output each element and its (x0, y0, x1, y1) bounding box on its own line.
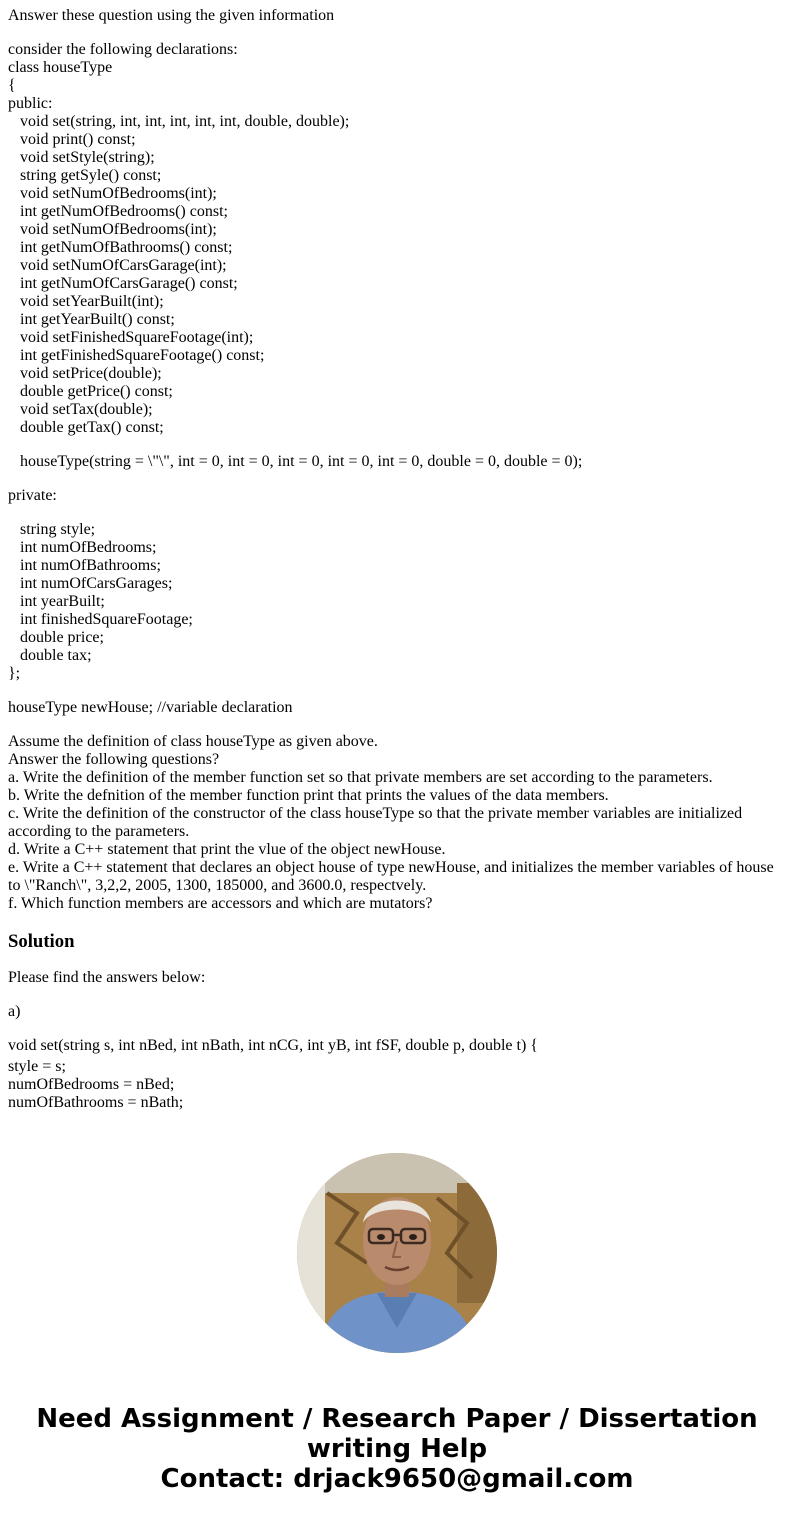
constructor-declaration: houseType(string = \"\", int = 0, int = 0, int = 0, int = 0, int = 0, double = 0, double = 0); (8, 453, 583, 470)
question-item: a. Write the definition of the member function set so that private members are set according to the parameters. (8, 769, 713, 786)
code-line: int finishedSquareFootage; (8, 611, 193, 628)
code-line: int getFinishedSquareFootage() const; (8, 347, 265, 364)
code-line: { (8, 77, 16, 94)
code-line: void setTax(double); (8, 401, 153, 418)
private-label: private: (8, 487, 57, 504)
question-document (8, 7, 786, 1055)
code-line: void print() const; (8, 131, 136, 148)
solution-intro: Please find the answers below: (8, 969, 206, 986)
assume-text: Assume the definition of class houseType as given above. (8, 733, 378, 750)
promo-line-2: writing Help (306, 1434, 488, 1464)
code-line: int yearBuilt; (8, 593, 105, 610)
question-list (8, 769, 786, 913)
code-line: double getTax() const; (8, 419, 164, 436)
code-line: string getSyle() const; (8, 167, 162, 184)
private-members-block (8, 521, 786, 683)
code-line: class houseType (8, 59, 113, 76)
declaration-heading: consider the following declarations: (8, 41, 238, 58)
question-item: b. Write the defnition of the member function print that prints the values of the data members. (8, 787, 609, 804)
code-line: void setPrice(double); (8, 365, 162, 382)
code-line: int numOfBathrooms; (8, 557, 161, 574)
code-line: void setNumOfBedrooms(int); (8, 221, 217, 238)
code-line: public: (8, 95, 53, 112)
code-line: style = s; (8, 1058, 66, 1075)
promo-banner (0, 1404, 794, 1494)
question-item: e. Write a C++ statement that declares an object house of type newHouse, and initializes the member variables of house to \"Ranch\", 3,2,2, 2005, 1300, 185000, and 3600.0, respectvely. (8, 859, 774, 894)
code-line: void setFinishedSquareFootage(int); (8, 329, 254, 346)
code-line: numOfBathrooms = nBath; (8, 1094, 184, 1111)
question-item: d. Write a C++ statement that print the vlue of the object newHouse. (8, 841, 446, 858)
code-line: double price; (8, 629, 104, 646)
code-line: void setStyle(string); (8, 149, 155, 166)
code-line: void setYearBuilt(int); (8, 293, 164, 310)
solution-heading: Solution (8, 931, 75, 952)
code-line: int getNumOfBedrooms() const; (8, 203, 228, 220)
question-item: c. Write the definition of the constructor of the class houseType so that the private member variables are initialized according to the parameters. (8, 805, 743, 840)
code-line: int getNumOfCarsGarage() const; (8, 275, 238, 292)
code-line: int getNumOfBathrooms() const; (8, 239, 233, 256)
solution-code-excerpt (8, 1042, 786, 1122)
solution-code-lines (8, 1058, 786, 1112)
answer-prompt: Answer the following questions? (8, 751, 220, 768)
code-line: void set(string, int, int, int, int, int, double, double); (8, 113, 350, 130)
solution-part-a-label: a) (8, 1003, 21, 1020)
code-line: int numOfCarsGarages; (8, 575, 173, 592)
promo-contact: Contact: drjack9650@gmail.com (160, 1464, 634, 1494)
author-avatar (297, 1153, 497, 1353)
code-line: int numOfBedrooms; (8, 539, 157, 556)
question-item: f. Which function members are accessors and which are mutators? (8, 895, 433, 912)
promo-line-1: Need Assignment / Research Paper / Dissertation (36, 1404, 758, 1434)
set-function-signature: void set(string s, int nBed, int nBath, int nCG, int yB, int fSF, double p, double t) { (8, 1037, 538, 1054)
code-line: double tax; (8, 647, 92, 664)
code-line: void setNumOfBedrooms(int); (8, 185, 217, 202)
author-portrait-image (297, 1153, 497, 1353)
class-code-block (8, 59, 786, 437)
intro-text: Answer these question using the given information (8, 7, 335, 24)
code-line: }; (8, 665, 21, 682)
variable-declaration: houseType newHouse; //variable declaration (8, 699, 293, 716)
code-line: numOfBedrooms = nBed; (8, 1076, 175, 1093)
code-line: string style; (8, 521, 96, 538)
code-line: double getPrice() const; (8, 383, 173, 400)
code-line: int getYearBuilt() const; (8, 311, 175, 328)
code-line: void setNumOfCarsGarage(int); (8, 257, 227, 274)
